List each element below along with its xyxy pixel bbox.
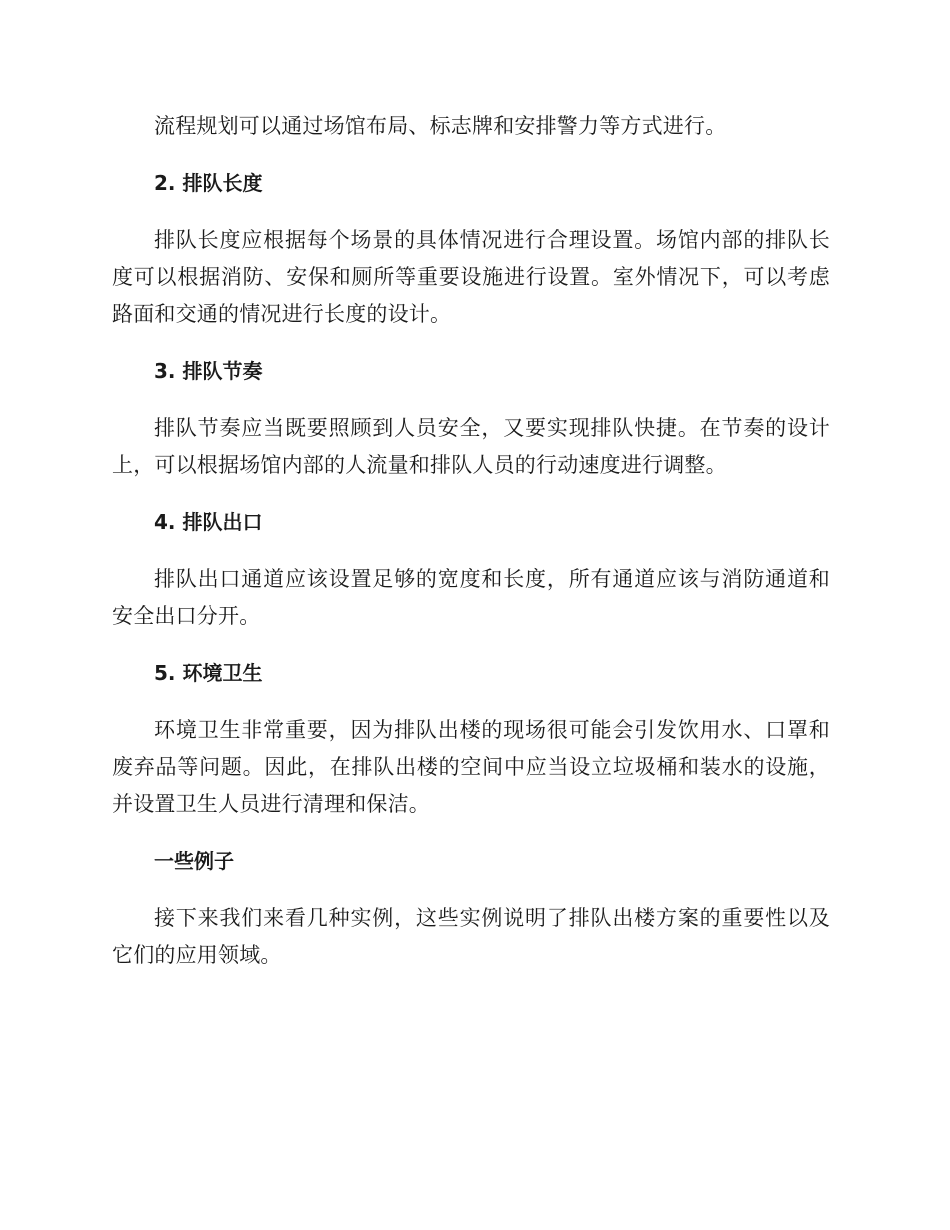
paragraph-hygiene: 环境卫生非常重要，因为排队出楼的现场很可能会引发饮用水、口罩和废弃品等问题。因此，在排队出楼的空间中应当设立垃圾桶和装水的设施，并设置卫生人员进行清理和保洁。 bbox=[112, 718, 830, 816]
paragraph-flow-planning: 流程规划可以通过场馆布局、标志牌和安排警力等方式进行。 bbox=[154, 114, 727, 138]
heading-queue-exit: 4. 排队出口 bbox=[154, 510, 263, 534]
paragraph-examples: 接下来我们来看几种实例，这些实例说明了排队出楼方案的重要性以及它们的应用领域。 bbox=[112, 906, 830, 967]
paragraph-queue-length: 排队长度应根据每个场景的具体情况进行合理设置。场馆内部的排队长度可以根据消防、安保和厕所等重要设施进行设置。室外情况下，可以考虑路面和交通的情况进行长度的设计。 bbox=[112, 228, 830, 326]
heading-examples: 一些例子 bbox=[154, 849, 234, 873]
paragraph-queue-exit: 排队出口通道应该设置足够的宽度和长度，所有通道应该与消防通道和安全出口分开。 bbox=[112, 567, 830, 628]
heading-queue-length: 2. 排队长度 bbox=[154, 171, 263, 195]
paragraph-queue-rhythm: 排队节奏应当既要照顾到人员安全，又要实现排队快捷。在节奏的设计上，可以根据场馆内部的人流量和排队人员的行动速度进行调整。 bbox=[112, 416, 830, 477]
heading-queue-rhythm: 3. 排队节奏 bbox=[154, 359, 263, 383]
document-body bbox=[112, 108, 830, 994]
heading-hygiene: 5. 环境卫生 bbox=[154, 661, 263, 685]
